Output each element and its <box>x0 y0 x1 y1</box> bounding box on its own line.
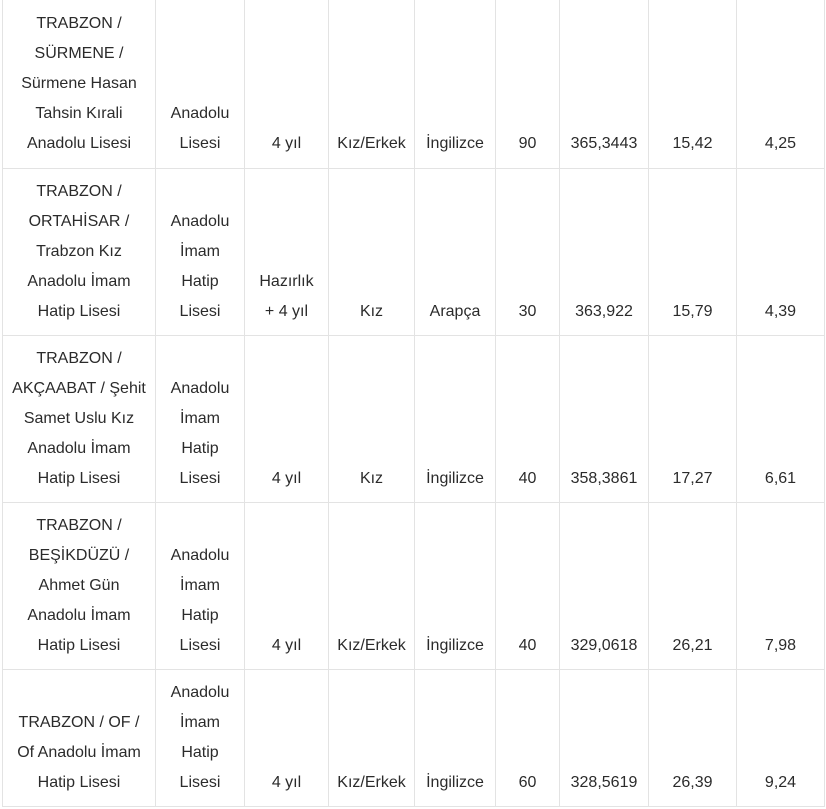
duration-cell: 4 yıl <box>245 335 329 502</box>
quota-cell: 60 <box>496 669 560 806</box>
table-row <box>3 168 825 335</box>
score-cell: 329,0618 <box>560 502 649 669</box>
gender-cell: Kız/Erkek <box>329 669 415 806</box>
percentile-city-cell: 7,98 <box>737 502 825 669</box>
duration-cell: Hazırlık + 4 yıl <box>245 168 329 335</box>
percentile-tr-cell: 15,42 <box>649 0 737 168</box>
percentile-city-cell: 6,61 <box>737 335 825 502</box>
quota-cell: 30 <box>496 168 560 335</box>
percentile-tr-cell: 26,39 <box>649 669 737 806</box>
gender-cell: Kız <box>329 168 415 335</box>
school-type-cell: Anadolu İmam Hatip Lisesi <box>156 502 245 669</box>
percentile-city-cell: 4,25 <box>737 0 825 168</box>
school-name-cell: TRABZON / AKÇAABAT / Şehit Samet Uslu Kız Anadolu İmam Hatip Lisesi <box>3 335 156 502</box>
gender-cell: Kız <box>329 335 415 502</box>
school-name-cell: TRABZON / SÜRMENE / Sürmene Hasan Tahsin Kırali Anadolu Lisesi <box>3 0 156 168</box>
percentile-tr-cell: 15,79 <box>649 168 737 335</box>
school-type-cell: Anadolu Lisesi <box>156 0 245 168</box>
score-cell: 328,5619 <box>560 669 649 806</box>
language-cell: İngilizce <box>415 0 496 168</box>
gender-cell: Kız/Erkek <box>329 502 415 669</box>
school-type-cell: Anadolu İmam Hatip Lisesi <box>156 335 245 502</box>
school-name-cell: TRABZON / BEŞİKDÜZÜ / Ahmet Gün Anadolu İmam Hatip Lisesi <box>3 502 156 669</box>
gender-cell: Kız/Erkek <box>329 0 415 168</box>
percentile-city-cell: 9,24 <box>737 669 825 806</box>
table-row <box>3 669 825 806</box>
duration-cell: 4 yıl <box>245 502 329 669</box>
percentile-city-cell: 4,39 <box>737 168 825 335</box>
quota-cell: 40 <box>496 502 560 669</box>
quota-cell: 40 <box>496 335 560 502</box>
quota-cell: 90 <box>496 0 560 168</box>
score-cell: 363,922 <box>560 168 649 335</box>
percentile-tr-cell: 17,27 <box>649 335 737 502</box>
table-row <box>3 502 825 669</box>
school-type-cell: Anadolu İmam Hatip Lisesi <box>156 669 245 806</box>
table-row <box>3 0 825 168</box>
language-cell: Arapça <box>415 168 496 335</box>
school-table <box>2 0 825 807</box>
table-row <box>3 335 825 502</box>
school-type-cell: Anadolu İmam Hatip Lisesi <box>156 168 245 335</box>
duration-cell: 4 yıl <box>245 669 329 806</box>
language-cell: İngilizce <box>415 502 496 669</box>
school-name-cell: TRABZON / ORTAHİSAR / Trabzon Kız Anadolu İmam Hatip Lisesi <box>3 168 156 335</box>
school-name-cell: TRABZON / OF / Of Anadolu İmam Hatip Lisesi <box>3 669 156 806</box>
language-cell: İngilizce <box>415 335 496 502</box>
duration-cell: 4 yıl <box>245 0 329 168</box>
score-cell: 365,3443 <box>560 0 649 168</box>
percentile-tr-cell: 26,21 <box>649 502 737 669</box>
score-cell: 358,3861 <box>560 335 649 502</box>
language-cell: İngilizce <box>415 669 496 806</box>
